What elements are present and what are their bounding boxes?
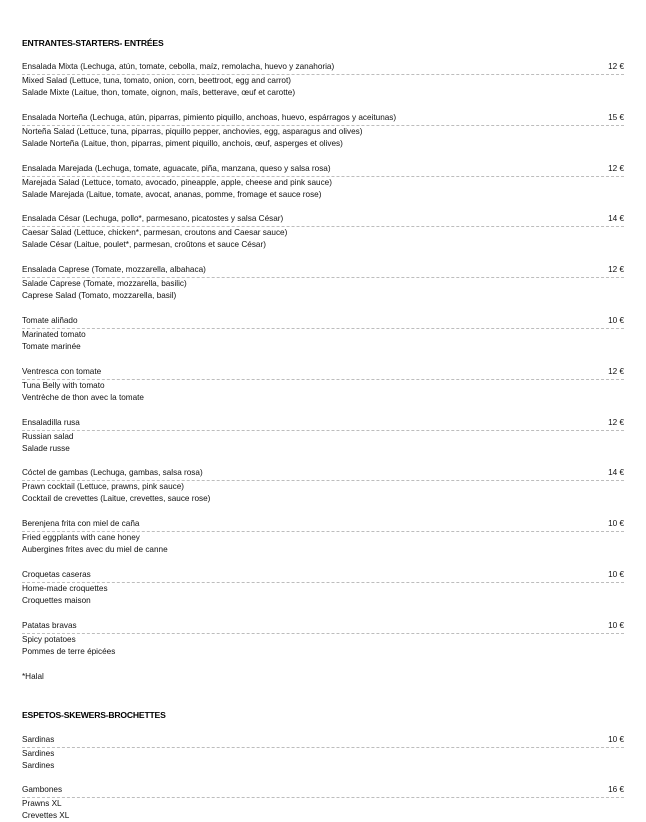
item-translation-en: Fried eggplants with cane honey <box>22 532 140 542</box>
item-translation-fr: Salade César (Laitue, poulet*, parmesan, croûtons et sauce César) <box>22 239 266 249</box>
menu-item <box>22 315 624 353</box>
menu-item <box>22 518 624 556</box>
item-name: Ensaladilla rusa <box>22 418 80 427</box>
item-translation-en: Sardines <box>22 748 55 758</box>
item-name: Ensalada Mixta (Lechuga, atún, tomate, cebolla, maíz, remolacha, huevo y zanahoria) <box>22 62 335 71</box>
item-name: Cóctel de gambas (Lechuga, gambas, salsa rosa) <box>22 468 203 477</box>
menu-item <box>22 112 624 150</box>
item-translation-fr: Salade Norteña (Laitue, thon, piparras, piment piquillo, anchois, œuf, asperges et olives) <box>22 138 343 148</box>
item-name: Ventresca con tomate <box>22 367 102 376</box>
item-price: 10 € <box>608 316 624 325</box>
item-translation-fr: Crevettes XL <box>22 810 70 820</box>
menu-item <box>22 734 624 772</box>
item-translation: Salade Caprese (Tomate, mozzarella, basilic) <box>22 278 187 288</box>
item-name: Patatas bravas <box>22 621 77 630</box>
item-price: 14 € <box>608 468 624 477</box>
menu-item <box>22 417 624 455</box>
menu-item <box>22 366 624 404</box>
item-translation-en: Marinated tomato <box>22 329 86 339</box>
item-price: 15 € <box>608 113 624 122</box>
menu-item <box>22 620 624 658</box>
item-translation-fr: Sardines <box>22 760 55 770</box>
item-translation-en: Spicy potatoes <box>22 634 76 644</box>
menu-item <box>22 61 624 99</box>
menu-item <box>22 569 624 607</box>
item-translation-en: Russian salad <box>22 431 74 441</box>
menu-item <box>22 784 624 822</box>
item-name: Ensalada Caprese (Tomate, mozzarella, albahaca) <box>22 265 206 274</box>
item-name: Gambones <box>22 785 63 794</box>
menu-item <box>22 163 624 201</box>
item-name: Ensalada Norteña (Lechuga, atún, piparras, pimiento piquillo, anchoas, huevo, espárragos y aceitunas) <box>22 113 397 122</box>
section-title-starters: ENTRANTES-STARTERS- ENTRÉES <box>22 38 164 48</box>
item-translation-fr: Ventrèche de thon avec la tomate <box>22 392 144 402</box>
item-price: 12 € <box>608 62 624 71</box>
item-translation-fr: Cocktail de crevettes (Laitue, crevettes, sauce rose) <box>22 493 211 503</box>
item-translation-en: Home-made croquettes <box>22 583 108 593</box>
item-name: Tomate aliñado <box>22 316 78 325</box>
item-translation-en: Caesar Salad (Lettuce, chicken*, parmesan, croutons and Caesar sauce) <box>22 227 288 237</box>
item-translation-en: Prawns XL <box>22 798 62 808</box>
item-translation-fr: Salade russe <box>22 443 70 453</box>
item-name: Ensalada Marejada (Lechuga, tomate, aguacate, piña, manzana, queso y salsa rosa) <box>22 164 331 173</box>
item-translation-fr: Salade Mixte (Laitue, thon, tomate, oignon, maïs, betterave, œuf et carotte) <box>22 87 296 97</box>
item-name: Croquetas caseras <box>22 570 91 579</box>
item-translation-en: Mixed Salad (Lettuce, tuna, tomato, onion, corn, beettroot, egg and carrot) <box>22 75 291 85</box>
item-price: 12 € <box>608 367 624 376</box>
item-price: 12 € <box>608 164 624 173</box>
item-name: Berenjena frita con miel de caña <box>22 519 140 528</box>
section-title-skewers: ESPETOS-SKEWERS-BROCHETTES <box>22 710 166 720</box>
item-price: 10 € <box>608 621 624 630</box>
item-translation-fr: Pommes de terre épicées <box>22 646 116 656</box>
menu-item <box>22 467 624 505</box>
item-translation-fr: Tomate marinée <box>22 341 81 351</box>
item-price: 16 € <box>608 785 624 794</box>
item-price: 12 € <box>608 265 624 274</box>
item-translation-fr: Aubergines frites avec du miel de canne <box>22 544 168 554</box>
item-name: Ensalada César (Lechuga, pollo*, parmesano, picatostes y salsa César) <box>22 214 284 223</box>
item-price: 10 € <box>608 570 624 579</box>
item-translation-en: Tuna Belly with tomato <box>22 380 105 390</box>
item-translation-en: Prawn cocktail (Lettuce, prawns, pink sauce) <box>22 481 185 491</box>
item-name: Sardinas <box>22 735 55 744</box>
item-translation-en: Marejada Salad (Lettuce, tomato, avocado, pineapple, apple, cheese and pink sauce) <box>22 177 332 187</box>
item-translation-fr: Croquettes maison <box>22 595 91 605</box>
menu-item <box>22 264 624 302</box>
item-price: 10 € <box>608 735 624 744</box>
item-translation: Caprese Salad (Tomato, mozzarella, basil) <box>22 290 177 300</box>
menu-item <box>22 213 624 251</box>
item-price: 12 € <box>608 418 624 427</box>
item-translation-en: Norteña Salad (Lettuce, tuna, piparras, piquillo pepper, anchovies, egg, asparagus and olives) <box>22 126 363 136</box>
item-price: 10 € <box>608 519 624 528</box>
item-price: 14 € <box>608 214 624 223</box>
halal-note: *Halal <box>22 672 44 681</box>
item-translation-fr: Salade Marejada (Laitue, tomate, avocat, ananas, pomme, fromage et sauce rose) <box>22 189 322 199</box>
